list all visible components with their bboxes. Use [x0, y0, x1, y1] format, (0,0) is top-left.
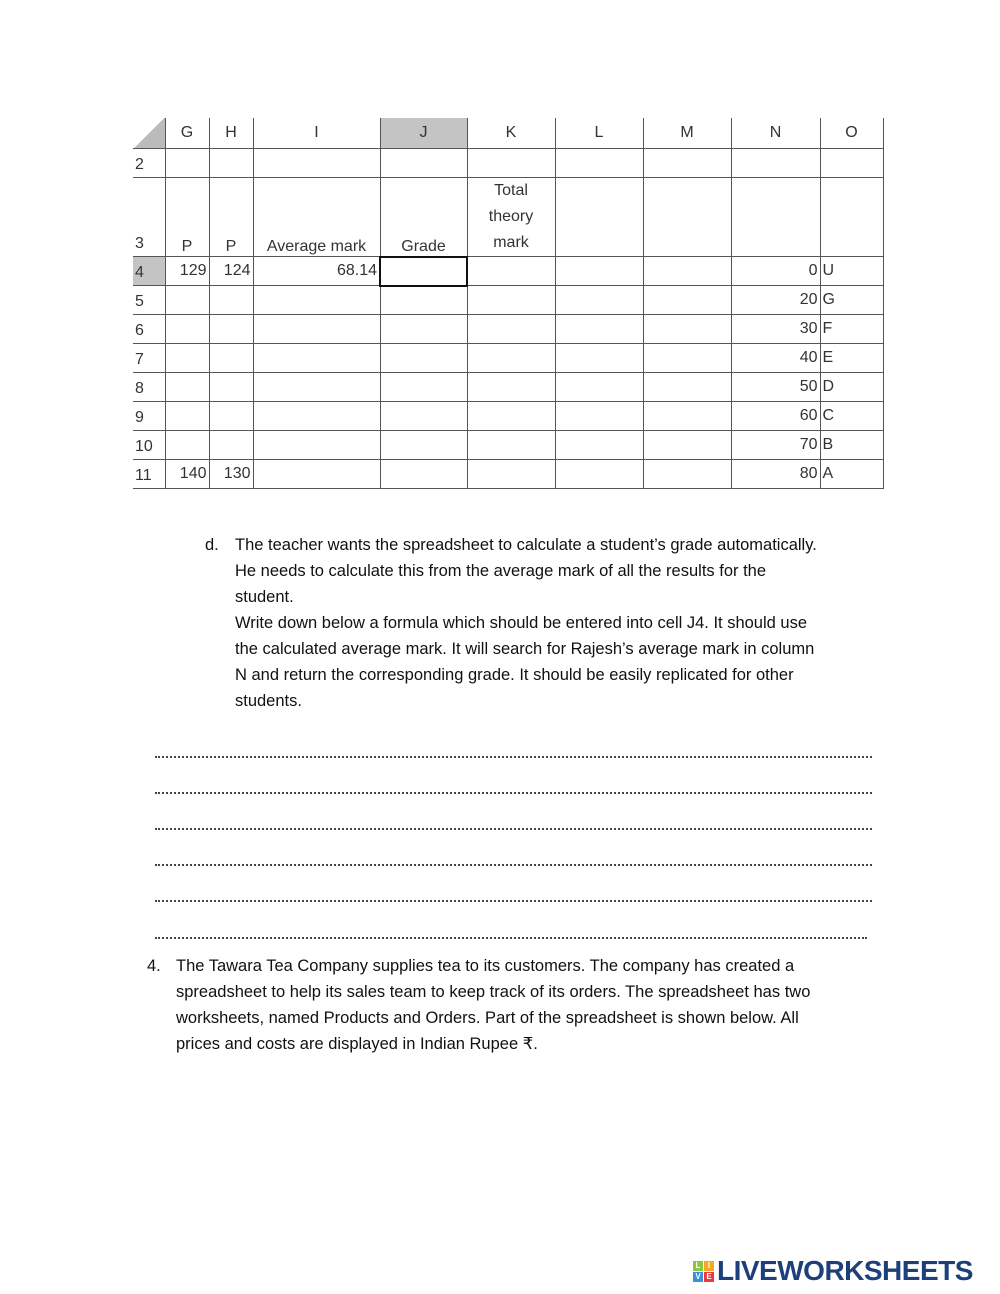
cell-g3: P	[165, 178, 209, 257]
col-header-m: M	[643, 118, 731, 149]
col-header-h: H	[209, 118, 253, 149]
col-header-k: K	[467, 118, 555, 149]
cell-grade-boundary: 20	[731, 286, 820, 315]
sheet-row	[133, 402, 883, 431]
cell-j4-active	[380, 257, 467, 286]
logo-tile: V	[693, 1272, 703, 1282]
text-line: student.	[235, 588, 294, 606]
col-header-j: J	[380, 118, 467, 149]
logo-tile: E	[704, 1272, 714, 1282]
text-line: The Tawara Tea Company supplies tea to its customers. The company has created a	[176, 957, 795, 975]
cell-grade-letter: G	[820, 286, 883, 315]
col-header-l: L	[555, 118, 643, 149]
cell-h4: 124	[209, 257, 253, 286]
sheet-row	[133, 431, 883, 460]
answer-line[interactable]	[155, 828, 872, 830]
liveworksheets-logo	[693, 1255, 973, 1287]
col-header-g: G	[165, 118, 209, 149]
logo-tiles-icon	[693, 1261, 714, 1282]
cell-g11: 140	[165, 460, 209, 489]
question-4-text	[176, 953, 810, 1057]
text-line: the calculated average mark. It will search for Rajesh’s average mark in column	[235, 640, 815, 658]
sheet-row-2	[133, 149, 883, 178]
cell-grade-boundary: 40	[731, 344, 820, 373]
select-all-corner	[133, 118, 165, 149]
question-d-text	[235, 532, 817, 714]
cell-o11: A	[820, 460, 883, 489]
col-header-n: N	[731, 118, 820, 149]
row-number: 9	[133, 402, 165, 431]
logo-text: LIVEWORKSHEETS	[717, 1255, 973, 1286]
cell-grade-letter: F	[820, 315, 883, 344]
cell-i4: 68.14	[253, 257, 380, 286]
text-line: N and return the corresponding grade. It should be easily replicated for other	[235, 666, 794, 684]
text-line: students.	[235, 692, 302, 710]
question-d-label: d.	[205, 536, 219, 554]
row-number: 3	[133, 178, 165, 257]
cell-grade-boundary: 70	[731, 431, 820, 460]
text-line: prices and costs are displayed in Indian Rupee ₹.	[176, 1035, 538, 1053]
text-line: Write down below a formula which should be entered into cell J4. It should use	[235, 614, 808, 632]
sheet-row	[133, 286, 883, 315]
answer-line[interactable]	[155, 937, 867, 939]
text-line: The teacher wants the spreadsheet to calculate a student’s grade automatically.	[235, 536, 817, 554]
sheet-row-11	[133, 460, 883, 489]
cell-n11: 80	[731, 460, 820, 489]
cell-g4: 129	[165, 257, 209, 286]
row-number: 6	[133, 315, 165, 344]
cell-k3-line: theory	[488, 208, 534, 225]
row-number: 4	[133, 257, 165, 286]
cell-k3	[467, 178, 555, 257]
text-line: He needs to calculate this from the average mark of all the results for the	[235, 562, 767, 580]
col-header-i: I	[253, 118, 380, 149]
answer-line[interactable]	[155, 756, 872, 758]
cell-o4: U	[820, 257, 883, 286]
cell-grade-letter: D	[820, 373, 883, 402]
logo-tile: L	[693, 1261, 703, 1271]
question-4-label: 4.	[147, 957, 161, 975]
sheet-row	[133, 315, 883, 344]
cell-grade-boundary: 50	[731, 373, 820, 402]
row-number: 10	[133, 431, 165, 460]
text-line: worksheets, named Products and Orders. Part of the spreadsheet is shown below. All	[176, 1009, 799, 1027]
answer-line[interactable]	[155, 900, 872, 902]
cell-grade-letter: B	[820, 431, 883, 460]
cell-grade-letter: E	[820, 344, 883, 373]
cell-k3-line: mark	[493, 234, 529, 251]
cell-j3: Grade	[380, 178, 467, 257]
row-number: 7	[133, 344, 165, 373]
answer-line[interactable]	[155, 792, 872, 794]
row-number: 2	[133, 149, 165, 178]
cell-k3-line: Total	[494, 182, 528, 199]
cell-grade-letter: C	[820, 402, 883, 431]
sheet-row-3	[133, 178, 883, 257]
text-line: spreadsheet to help its sales team to keep track of its orders. The spreadsheet has two	[176, 983, 811, 1001]
cell-h3: P	[209, 178, 253, 257]
row-number: 5	[133, 286, 165, 315]
cell-i3: Average mark	[253, 178, 380, 257]
sheet-row	[133, 373, 883, 402]
cell-h11: 130	[209, 460, 253, 489]
cell-grade-boundary: 30	[731, 315, 820, 344]
row-number: 11	[133, 460, 165, 489]
cell-n4: 0	[731, 257, 820, 286]
cell-grade-boundary: 60	[731, 402, 820, 431]
logo-tile: I	[704, 1261, 714, 1271]
column-header-row	[133, 118, 883, 149]
row-number: 8	[133, 373, 165, 402]
answer-line[interactable]	[155, 864, 872, 866]
spreadsheet-image	[133, 118, 884, 489]
sheet-row	[133, 344, 883, 373]
sheet-row-4	[133, 257, 883, 286]
col-header-o: O	[820, 118, 883, 149]
